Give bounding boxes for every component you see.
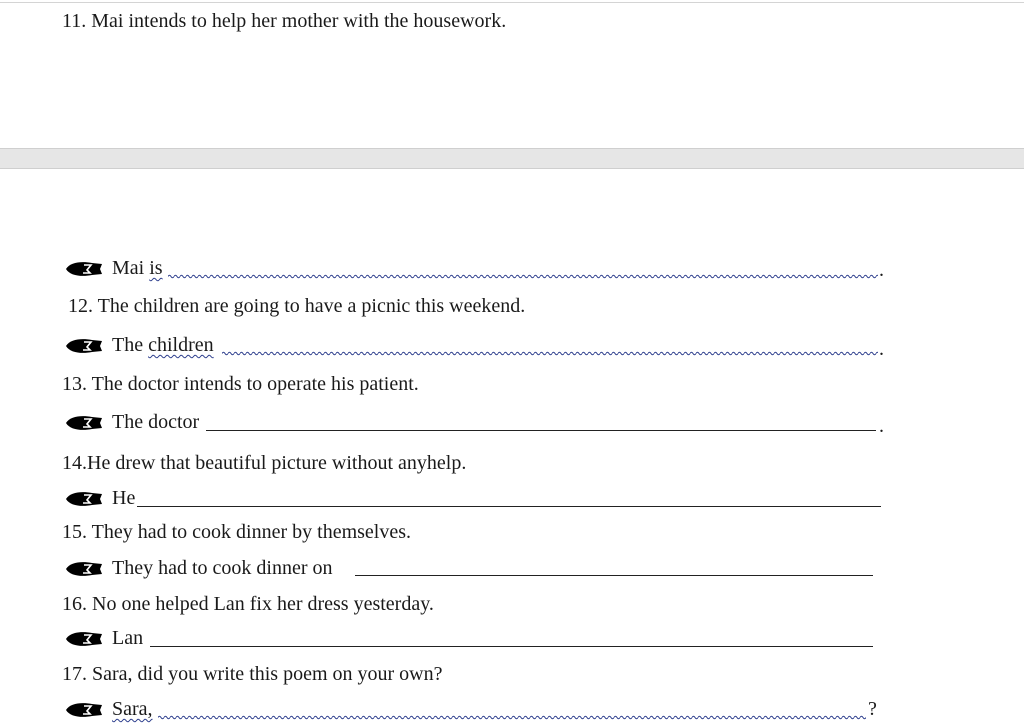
question-15 [62,520,411,544]
end-punctuation: . [879,259,884,281]
question-17 [62,662,443,686]
pen-pointer-icon [64,261,104,277]
answer-line-17 [112,697,153,721]
question-number: 14. [62,452,87,474]
pen-pointer-icon [64,415,104,431]
pen-pointer-icon [64,561,104,577]
answer-stem: Lan [112,627,144,649]
pen-pointer-icon [64,631,104,647]
question-number: 13. [62,373,87,395]
answer-blank[interactable] [150,646,873,647]
question-text: He drew that beautiful picture without anyhelp. [87,452,467,474]
page-break [0,148,1024,169]
page-top-edge [0,2,1024,3]
question-number: 17. [62,663,87,685]
question-12 [68,294,525,318]
end-punctuation: . [879,338,884,360]
answer-line-15 [112,556,333,580]
question-number: 11. [62,10,87,32]
question-text: The doctor intends to operate his patient. [91,373,419,395]
pen-pointer-icon [64,702,104,718]
answer-stem-marked: is [149,257,163,279]
end-punctuation: ? [868,698,877,720]
question-text: Sara, did you write this poem on your own? [92,663,443,685]
answer-blank[interactable] [168,274,878,279]
answer-blank[interactable] [206,430,876,431]
answer-blank[interactable] [355,575,873,576]
question-text: The children are going to have a picnic this weekend. [97,295,526,317]
answer-stem: The doctor [112,411,200,433]
answer-blank[interactable] [158,715,866,720]
answer-stem: They had to cook dinner on [112,557,333,579]
pen-pointer-icon [64,338,104,354]
answer-line-16 [112,626,143,650]
answer-stem-marked: children [148,334,214,356]
question-number: 12. [68,295,93,317]
answer-stem: He [112,487,136,509]
answer-stem: Mai [112,257,145,279]
answer-line-14 [112,486,135,510]
question-number: 15. [62,521,87,543]
answer-line-11 [112,256,163,280]
answer-blank[interactable] [137,506,881,507]
pen-pointer-icon [64,491,104,507]
question-13 [62,372,419,396]
answer-line-13 [112,410,199,434]
answer-stem: The [112,334,144,356]
answer-stem-marked: Sara, [112,698,153,720]
question-text: Mai intends to help her mother with the housework. [91,10,507,32]
question-11 [62,9,506,33]
answer-line-12 [112,333,214,357]
question-number: 16. [62,593,87,615]
question-text: They had to cook dinner by themselves. [91,521,412,543]
question-text: No one helped Lan fix her dress yesterday. [92,593,434,615]
end-punctuation: . [879,415,884,437]
question-14 [62,451,466,475]
answer-blank[interactable] [222,351,878,356]
question-16 [62,592,434,616]
